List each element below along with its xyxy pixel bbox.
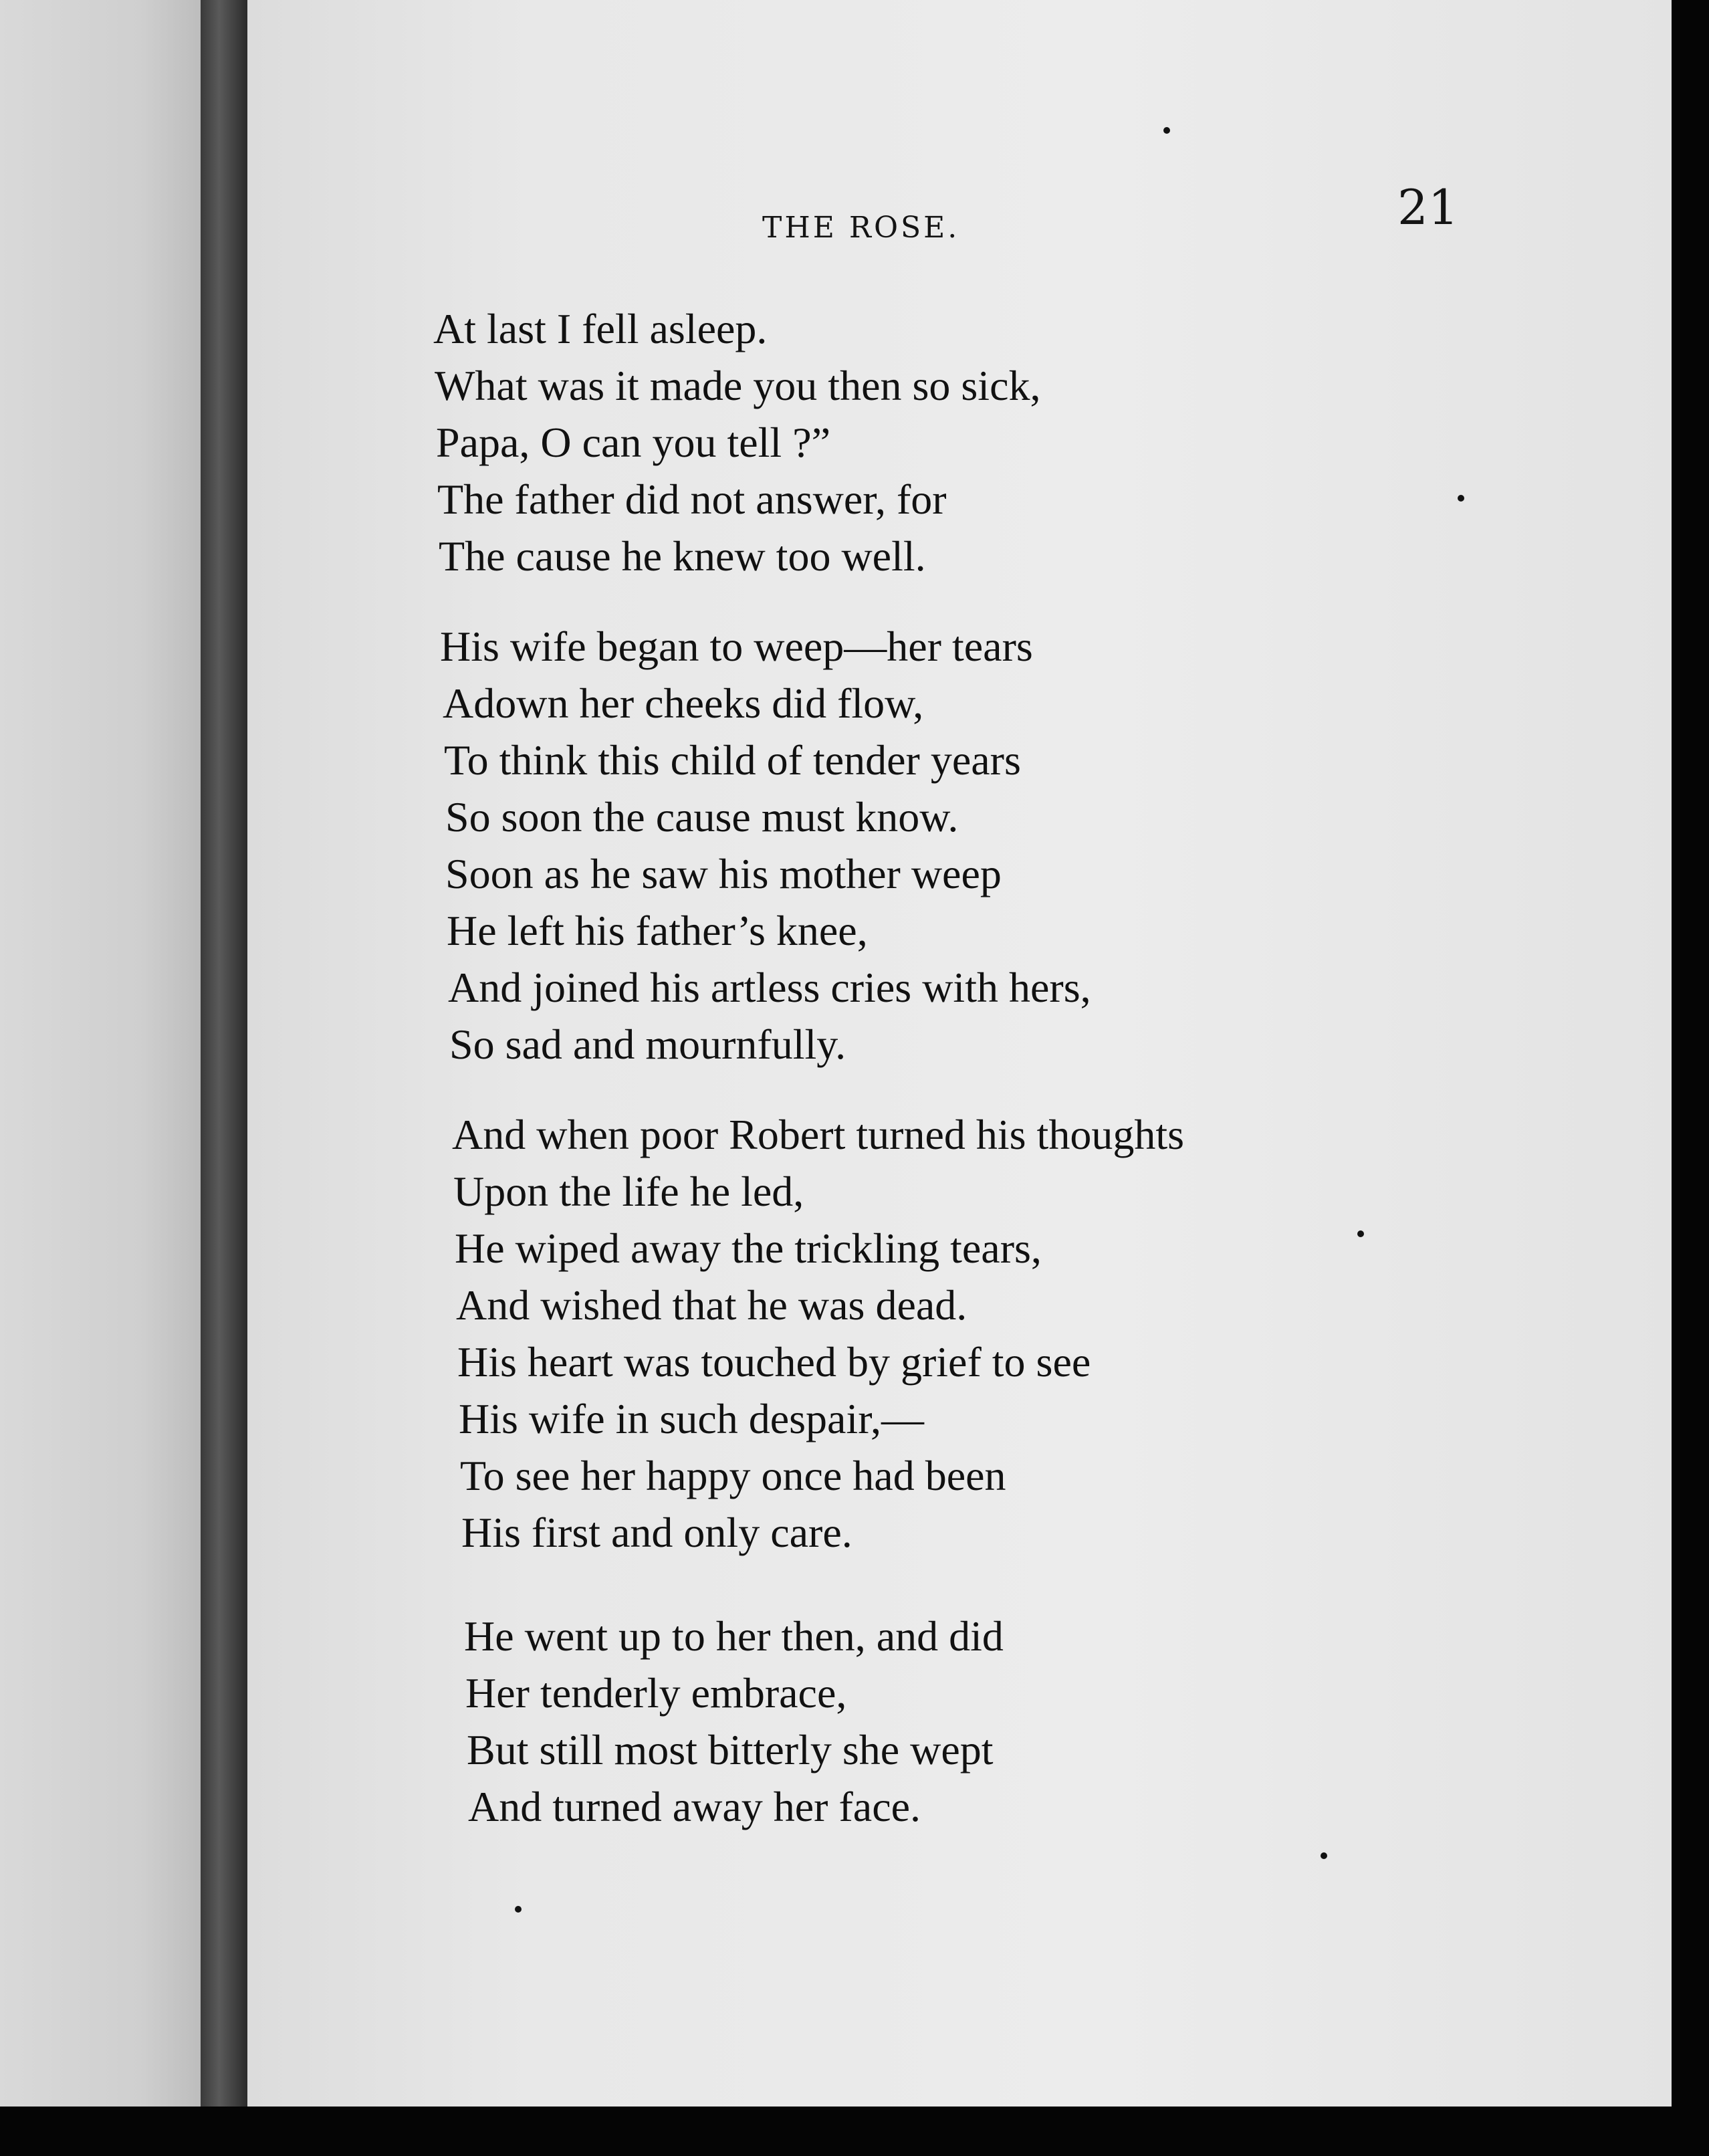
facing-page-edge (0, 0, 201, 2156)
scan-speck (1321, 1852, 1327, 1859)
poem-line: His wife began to weep—her tears (440, 623, 1033, 670)
poem-line: Adown her cheeks did flow, (443, 679, 924, 727)
poem-line: To think this child of tender years (444, 736, 1021, 784)
poem-line: But still most bitterly she wept (467, 1726, 994, 1773)
poem-line: His wife in such despair,— (459, 1395, 924, 1442)
running-head: THE ROSE. (762, 211, 960, 245)
poem-line: And wished that he was dead. (456, 1281, 967, 1329)
poem-line: And joined his artless cries with hers, (448, 964, 1091, 1011)
poem-line: So sad and mournfully. (449, 1020, 846, 1068)
poem-line: He went up to her then, and did (464, 1612, 1004, 1660)
poem-line: At last I fell asleep. (433, 305, 768, 352)
scan-border-right (1672, 0, 1709, 2156)
poem-line: His first and only care. (461, 1509, 852, 1556)
poem-line: What was it made you then so sick, (435, 362, 1041, 409)
poem-line: He wiped away the trickling tears, (455, 1224, 1042, 1272)
poem-line: The father did not answer, for (437, 475, 947, 523)
poem-line: And turned away her face. (468, 1783, 921, 1830)
scan-border-bottom (0, 2107, 1709, 2156)
scan-speck (1458, 495, 1464, 502)
poem-line: Papa, O can you tell ?” (436, 419, 830, 466)
scan-speck (1357, 1230, 1364, 1237)
page-number: 21 (1397, 179, 1459, 235)
book-gutter (201, 0, 247, 2156)
poem-line: So soon the cause must know. (445, 793, 959, 841)
poem-line: His heart was touched by grief to see (457, 1338, 1091, 1386)
poem-line: The cause he knew too well. (439, 532, 926, 580)
poem-line: To see her happy once had been (460, 1452, 1006, 1499)
scan-speck (515, 1906, 522, 1913)
scan-speck (1163, 127, 1170, 134)
poem-line: Soon as he saw his mother weep (445, 850, 1002, 897)
poem-line: Her tenderly embrace, (465, 1669, 847, 1717)
poem-line: Upon the life he led, (453, 1168, 804, 1215)
poem-line: And when poor Robert turned his thoughts (452, 1111, 1184, 1158)
poem-line: He left his father’s knee, (447, 907, 868, 954)
